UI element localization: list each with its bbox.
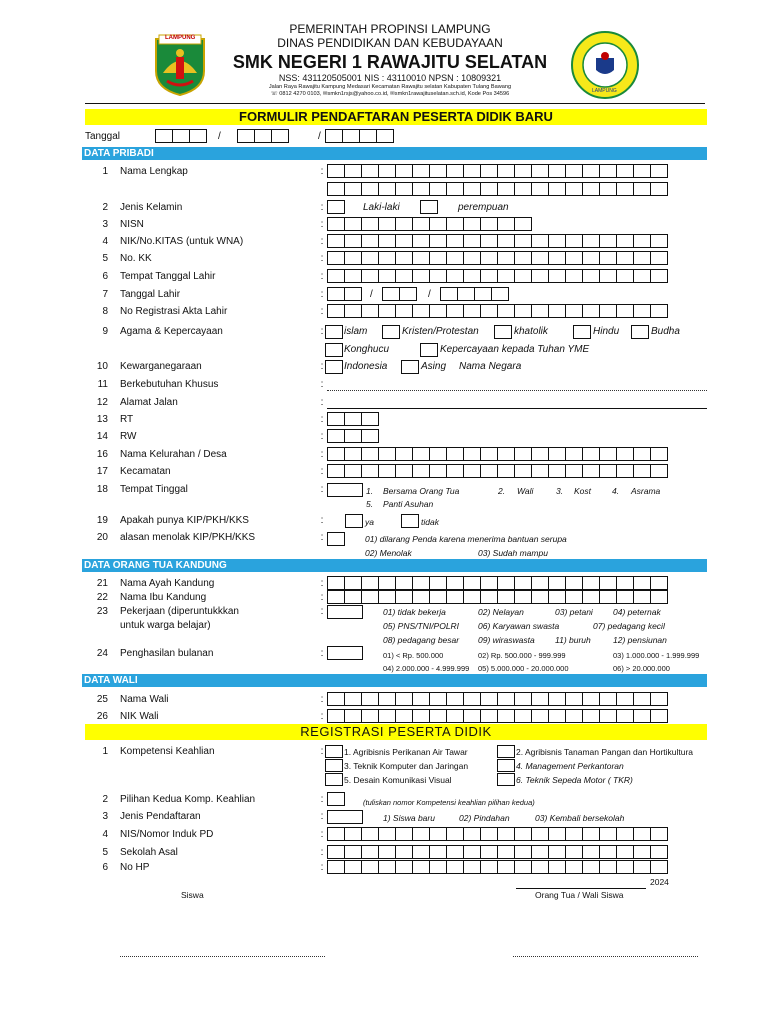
- pilihan-kedua-box[interactable]: [327, 792, 345, 806]
- pribadi-row-8-label: No Registrasi Akta Lahir: [120, 306, 228, 317]
- right-logo-bottom: LAMPUNG: [592, 88, 617, 94]
- tanggal-slash-2: /: [318, 131, 321, 142]
- pribadi-row-10-label: Kewarganegaraan: [120, 361, 202, 372]
- pribadi-row-7-label: Tanggal Lahir: [120, 289, 181, 300]
- kompetensi-option-5: 5. Desain Komunikasi Visual: [344, 775, 452, 785]
- section-data-wali: DATA WALI: [82, 674, 707, 687]
- checkbox-kepercayaan[interactable]: [420, 343, 438, 357]
- ortu-row-21-no: 21: [96, 578, 108, 589]
- pribadi-row-14-no: 14: [96, 431, 108, 442]
- option-kepercayaan: Kepercayaan kepada Tuhan YME: [440, 344, 590, 355]
- registrasi-row-3-colon: :: [320, 811, 324, 822]
- pribadi-row-2-label: Jenis Kelamin: [120, 202, 183, 213]
- checkbox-kip-ya[interactable]: [345, 514, 363, 528]
- pribadi-row-13-no: 13: [96, 414, 108, 425]
- checkbox-asing[interactable]: [401, 360, 419, 374]
- tt-n3: 3.: [556, 486, 564, 496]
- section-data-ortu: DATA ORANG TUA KANDUNG: [82, 559, 707, 572]
- tt-n4: 4.: [612, 486, 620, 496]
- tanggal-label: Tanggal: [85, 131, 121, 142]
- pribadi-row-17-label: Kecamatan: [120, 466, 171, 477]
- ortu-row-23-colon: :: [320, 606, 324, 617]
- tt-n5: 5.: [366, 499, 374, 509]
- pribadi-row-9-colon: :: [320, 326, 324, 337]
- registrasi-row-5-colon: :: [320, 847, 324, 858]
- ibu-boxes[interactable]: [327, 590, 667, 604]
- pribadi-row-4-colon: :: [320, 236, 324, 247]
- pribadi-row-12-label: Alamat Jalan: [120, 397, 178, 408]
- signature-ortu-line[interactable]: [513, 956, 698, 957]
- checkbox-indonesia[interactable]: [325, 360, 343, 374]
- pribadi-row-13-colon: :: [320, 414, 324, 425]
- berkebutuhan-dotted-line[interactable]: [327, 390, 707, 391]
- kompetensi-checkbox-3[interactable]: [325, 759, 343, 772]
- pribadi-row-10-no: 10: [96, 361, 108, 372]
- kompetensi-checkbox-6[interactable]: [497, 773, 515, 786]
- pribadi-row-19-no: 19: [96, 515, 108, 526]
- header-school: SMK NEGERI 1 RAWAJITU SELATAN: [232, 52, 548, 72]
- rw-boxes[interactable]: [327, 429, 378, 443]
- pribadi-row-1-colon: :: [320, 166, 324, 177]
- tt-o1: Bersama Orang Tua: [383, 486, 460, 496]
- pribadi-row-11-colon: :: [320, 379, 324, 390]
- lahir-day-boxes[interactable]: [327, 287, 361, 301]
- ayah-boxes[interactable]: [327, 576, 667, 590]
- kompetensi-option-4: 4. Management Perkantoran: [516, 761, 624, 771]
- pribadi-row-12-colon: :: [320, 397, 324, 408]
- pribadi-row-4-label: NIK/No.KITAS (untuk WNA): [120, 236, 244, 247]
- signature-ortu-label: Orang Tua / Wali Siswa: [535, 890, 624, 900]
- wali-row-25-no: 25: [96, 694, 108, 705]
- nis-boxes[interactable]: [327, 827, 667, 841]
- penghasilan-05: 05) 5.000.000 - 20.000.000: [478, 664, 569, 673]
- registrasi-row-4-no: 4: [102, 829, 108, 840]
- checkbox-perempuan[interactable]: [420, 200, 438, 214]
- checkbox-hindu[interactable]: [573, 325, 591, 339]
- kompetensi-option-1: 1. Agribisnis Perikanan Air Tawar: [344, 747, 468, 757]
- checkbox-kristen[interactable]: [382, 325, 400, 339]
- option-budha: Budha: [651, 326, 680, 337]
- ortu-row-24-no: 24: [96, 648, 108, 659]
- kompetensi-option-3: 3. Teknik Komputer dan Jaringan: [344, 761, 469, 771]
- left-logo-text: LAMPUNG: [165, 35, 196, 41]
- kompetensi-option-6: 6. Teknik Sepeda Motor ( TKR): [516, 775, 633, 785]
- lahir-slash-1: /: [370, 289, 373, 300]
- tempat-lahir-boxes[interactable]: [327, 269, 667, 283]
- nama-wali-boxes[interactable]: [327, 692, 667, 706]
- header-divider: [85, 103, 705, 104]
- pribadi-row-7-no: 7: [102, 289, 108, 300]
- lahir-month-boxes[interactable]: [382, 287, 416, 301]
- pekerjaan-box[interactable]: [327, 605, 363, 619]
- alasan-box[interactable]: [327, 532, 345, 546]
- kompetensi-checkbox-4[interactable]: [497, 759, 515, 772]
- option-perempuan: perempuan: [458, 202, 509, 213]
- header-line1: PEMERINTAH PROPINSI LAMPUNG: [289, 22, 491, 36]
- ortu-row-23-no: 23: [96, 606, 108, 617]
- pribadi-row-19-colon: :: [320, 515, 324, 526]
- pekerjaan-01: 01) tidak bekerja: [383, 607, 446, 617]
- penghasilan-02: 02) Rp. 500.000 - 999.999: [478, 651, 566, 660]
- kompetensi-checkbox-1[interactable]: [325, 745, 343, 758]
- penghasilan-03: 03) 1.000.000 - 1.999.999: [613, 651, 700, 660]
- wali-row-26-colon: :: [320, 711, 324, 722]
- registrasi-row-1-colon: :: [320, 746, 324, 757]
- pribadi-row-5-label: No. KK: [120, 253, 152, 264]
- pribadi-row-19-label: Apakah punya KIP/PKH/KKS: [120, 515, 249, 526]
- wali-row-25-label: Nama Wali: [120, 694, 169, 705]
- option-islam: islam: [344, 326, 368, 337]
- option-kip-tidak: tidak: [421, 517, 439, 527]
- tt-o5: Panti Asuhan: [383, 499, 434, 509]
- section-data-pribadi: DATA PRIBADI: [82, 147, 707, 160]
- option-kristen: Kristen/Protestan: [402, 326, 479, 337]
- wali-row-26-label: NIK Wali: [120, 711, 159, 722]
- tanggal-year-boxes[interactable]: [325, 129, 393, 143]
- pribadi-row-14-colon: :: [320, 431, 324, 442]
- registrasi-row-4-colon: :: [320, 829, 324, 840]
- pribadi-row-16-label: Nama Kelurahan / Desa: [120, 449, 227, 460]
- kompetensi-checkbox-2[interactable]: [497, 745, 515, 758]
- jenis-daftar-3: 03) Kembali bersekolah: [535, 813, 625, 823]
- pribadi-row-1-label: Nama Lengkap: [120, 166, 188, 177]
- alasan-o1: 01) dilarang Penda karena menerima bantuan serupa: [365, 534, 567, 544]
- option-katolik: khatolik: [514, 326, 548, 337]
- pekerjaan-07: 07) pedagang kecil: [593, 621, 665, 631]
- signature-siswa-line[interactable]: [120, 956, 325, 957]
- registrasi-row-1-no: 1: [102, 746, 108, 757]
- pribadi-row-20-no: 20: [96, 532, 108, 543]
- option-laki: Laki-laki: [363, 202, 400, 213]
- pribadi-row-4-no: 4: [102, 236, 108, 247]
- school-seal-icon: [570, 30, 640, 100]
- section-registrasi: REGISTRASI PESERTA DIDIK: [85, 724, 707, 740]
- registrasi-row-5-label: Sekolah Asal: [120, 847, 178, 858]
- pribadi-row-2-colon: :: [320, 202, 324, 213]
- ortu-row-24-label: Penghasilan bulanan: [120, 648, 214, 659]
- registrasi-row-5-no: 5: [102, 847, 108, 858]
- pribadi-row-11-label: Berkebutuhan Khusus: [120, 379, 219, 390]
- header-address2: ☏ 0812 4270 0103, ✉smkn1rsjs@yahoo.co.id, ✉smkn1rawajituselatan.sch.id, Kode Pos 34596: [270, 91, 510, 97]
- pekerjaan-02: 02) Nelayan: [478, 607, 524, 617]
- no-hp-boxes[interactable]: [327, 860, 667, 874]
- option-asing: Asing: [421, 361, 447, 372]
- pribadi-row-3-no: 3: [102, 219, 108, 230]
- pribadi-row-3-label: NISN: [120, 219, 144, 230]
- header-address1: Jalan Raya Rawajitu Kampung Medasari Kecamatan Rawajitu selatan Kabupaten Tulang Bawang: [268, 84, 512, 90]
- tt-n2: 2.: [498, 486, 506, 496]
- pekerjaan-06: 06) Karyawan swasta: [478, 621, 560, 631]
- nama-lengkap-boxes-2[interactable]: [327, 182, 667, 196]
- tanggal-slash-1: /: [218, 131, 221, 142]
- pribadi-row-5-no: 5: [102, 253, 108, 264]
- pribadi-row-17-colon: :: [320, 466, 324, 477]
- lampung-emblem-icon: [153, 33, 207, 97]
- ortu-row-24-colon: :: [320, 648, 324, 659]
- pribadi-row-8-no: 8: [102, 306, 108, 317]
- pribadi-row-7-colon: :: [320, 289, 324, 300]
- tanggal-day-boxes[interactable]: [155, 129, 206, 143]
- penghasilan-box[interactable]: [327, 646, 363, 660]
- registrasi-row-2-no: 2: [102, 794, 108, 805]
- signature-year: 2024: [650, 877, 669, 887]
- lahir-slash-2: /: [428, 289, 431, 300]
- jenis-daftar-2: 02) Pindahan: [459, 813, 510, 823]
- kelurahan-boxes[interactable]: [327, 447, 667, 461]
- jenis-daftar-box[interactable]: [327, 810, 363, 824]
- pekerjaan-05: 05) PNS/TNI/POLRI: [383, 621, 460, 631]
- alamat-line[interactable]: [327, 408, 707, 409]
- registrasi-row-2-colon: :: [320, 794, 324, 805]
- pekerjaan-11: 11) buruh: [555, 635, 591, 645]
- pribadi-row-11-no: 11: [97, 379, 108, 390]
- kompetensi-option-2: 2. Agribisnis Tanaman Pangan dan Hortikultura: [516, 747, 694, 757]
- nisn-boxes[interactable]: [327, 217, 531, 231]
- kk-boxes[interactable]: [327, 251, 667, 265]
- pribadi-row-8-colon: :: [320, 306, 324, 317]
- checkbox-katolik[interactable]: [494, 325, 512, 339]
- pribadi-row-6-no: 6: [102, 271, 108, 282]
- tt-n1: 1.: [366, 486, 374, 496]
- wali-row-25-colon: :: [320, 694, 324, 705]
- pekerjaan-09: 09) wiraswasta: [478, 635, 535, 645]
- pribadi-row-9-label: Agama & Kepercayaan: [120, 326, 223, 337]
- ortu-row-22-colon: :: [320, 592, 324, 603]
- sekolah-asal-boxes[interactable]: [327, 845, 667, 859]
- alasan-o3: 03) Sudah mampu: [478, 548, 548, 558]
- ortu-row-21-label: Nama Ayah Kandung: [120, 578, 215, 589]
- pekerjaan-sublabel: untuk warga belajar): [120, 620, 211, 631]
- pribadi-row-20-colon: :: [320, 532, 324, 543]
- pribadi-row-12-no: 12: [96, 397, 108, 408]
- jenis-daftar-1: 1) Siswa baru: [383, 813, 435, 823]
- header-line2: DINAS PENDIDIKAN DAN KEBUDAYAAN: [277, 36, 503, 50]
- pribadi-row-9-no: 9: [102, 326, 108, 337]
- pribadi-row-16-colon: :: [320, 449, 324, 460]
- pribadi-row-1-no: 1: [102, 166, 108, 177]
- pribadi-row-6-label: Tempat Tanggal Lahir: [120, 271, 216, 282]
- tt-o3: Kost: [574, 486, 592, 496]
- alasan-o2: 02) Menolak: [365, 548, 412, 558]
- registrasi-row-6-label: No HP: [120, 862, 150, 873]
- penghasilan-04: 04) 2.000.000 - 4.999.999: [383, 664, 470, 673]
- rt-boxes[interactable]: [327, 412, 378, 426]
- pribadi-row-20-label: alasan menolak KIP/PKH/KKS: [120, 532, 256, 543]
- option-kip-ya: ya: [365, 517, 374, 527]
- kompetensi-checkbox-5[interactable]: [325, 773, 343, 786]
- registrasi-row-6-colon: :: [320, 862, 324, 873]
- pribadi-row-17-no: 17: [96, 466, 108, 477]
- option-nama-negara: Nama Negara: [459, 361, 522, 372]
- tt-o2: Wali: [517, 486, 534, 496]
- checkbox-kip-tidak[interactable]: [401, 514, 419, 528]
- pekerjaan-12: 12) pensiunan: [613, 635, 667, 645]
- tempat-tinggal-box[interactable]: [327, 483, 363, 497]
- ortu-row-21-colon: :: [320, 578, 324, 589]
- registrasi-row-6-no: 6: [102, 862, 108, 873]
- lahir-year-boxes[interactable]: [440, 287, 508, 301]
- pribadi-row-10-colon: :: [320, 361, 324, 372]
- pekerjaan-03: 03) petani: [555, 607, 593, 617]
- pribadi-row-14-label: RW: [120, 431, 137, 442]
- penghasilan-06: 06) > 20.000.000: [613, 664, 670, 673]
- signature-siswa-label: Siswa: [181, 890, 204, 900]
- ortu-row-22-label: Nama Ibu Kandung: [120, 592, 207, 603]
- pekerjaan-04: 04) peternak: [613, 607, 661, 617]
- pilihan-kedua-note: (tuliskan nomor Kompetensi keahlian pilihan kedua): [363, 798, 535, 807]
- nik-wali-boxes[interactable]: [327, 709, 667, 723]
- pekerjaan-08: 08) pedagang besar: [383, 635, 460, 645]
- registrasi-row-4-label: NIS/Nomor Induk PD: [120, 829, 214, 840]
- pribadi-row-18-colon: :: [320, 484, 324, 495]
- wali-row-26-no: 26: [96, 711, 108, 722]
- tt-o4: Asrama: [631, 486, 661, 496]
- checkbox-konghucu[interactable]: [325, 343, 343, 357]
- pribadi-row-18-no: 18: [96, 484, 108, 495]
- akta-boxes[interactable]: [327, 304, 667, 318]
- nama-lengkap-boxes[interactable]: [327, 164, 667, 178]
- checkbox-laki[interactable]: [327, 200, 345, 214]
- registrasi-row-3-no: 3: [102, 811, 108, 822]
- checkbox-islam[interactable]: [325, 325, 343, 339]
- pribadi-row-2-no: 2: [102, 202, 108, 213]
- registrasi-row-3-label: Jenis Pendaftaran: [120, 811, 201, 822]
- option-konghucu: Konghucu: [344, 344, 390, 355]
- pribadi-row-3-colon: :: [320, 219, 324, 230]
- form-title: FORMULIR PENDAFTARAN PESERTA DIDIK BARU: [85, 109, 707, 125]
- checkbox-budha[interactable]: [631, 325, 649, 339]
- registrasi-row-2-label: Pilihan Kedua Komp. Keahlian: [120, 794, 256, 805]
- penghasilan-01: 01) < Rp. 500.000: [383, 651, 444, 660]
- tanggal-month-boxes[interactable]: [237, 129, 288, 143]
- nik-boxes[interactable]: [327, 234, 667, 248]
- header-ids: NSS: 431120505001 NIS : 43110010 NPSN : 10809321: [278, 73, 502, 83]
- pribadi-row-5-colon: :: [320, 253, 324, 264]
- registrasi-row-1-label: Kompetensi Keahlian: [120, 746, 215, 757]
- pribadi-row-13-label: RT: [120, 414, 134, 425]
- pribadi-row-16-no: 16: [96, 449, 108, 460]
- pribadi-row-18-label: Tempat Tinggal: [120, 484, 188, 495]
- ortu-row-23-label: Pekerjaan (diperuntukkkan: [120, 606, 239, 617]
- pribadi-row-6-colon: :: [320, 271, 324, 282]
- option-hindu: Hindu: [593, 326, 620, 337]
- kecamatan-boxes[interactable]: [327, 464, 667, 478]
- ortu-row-22-no: 22: [96, 592, 108, 603]
- option-indonesia: Indonesia: [344, 361, 388, 372]
